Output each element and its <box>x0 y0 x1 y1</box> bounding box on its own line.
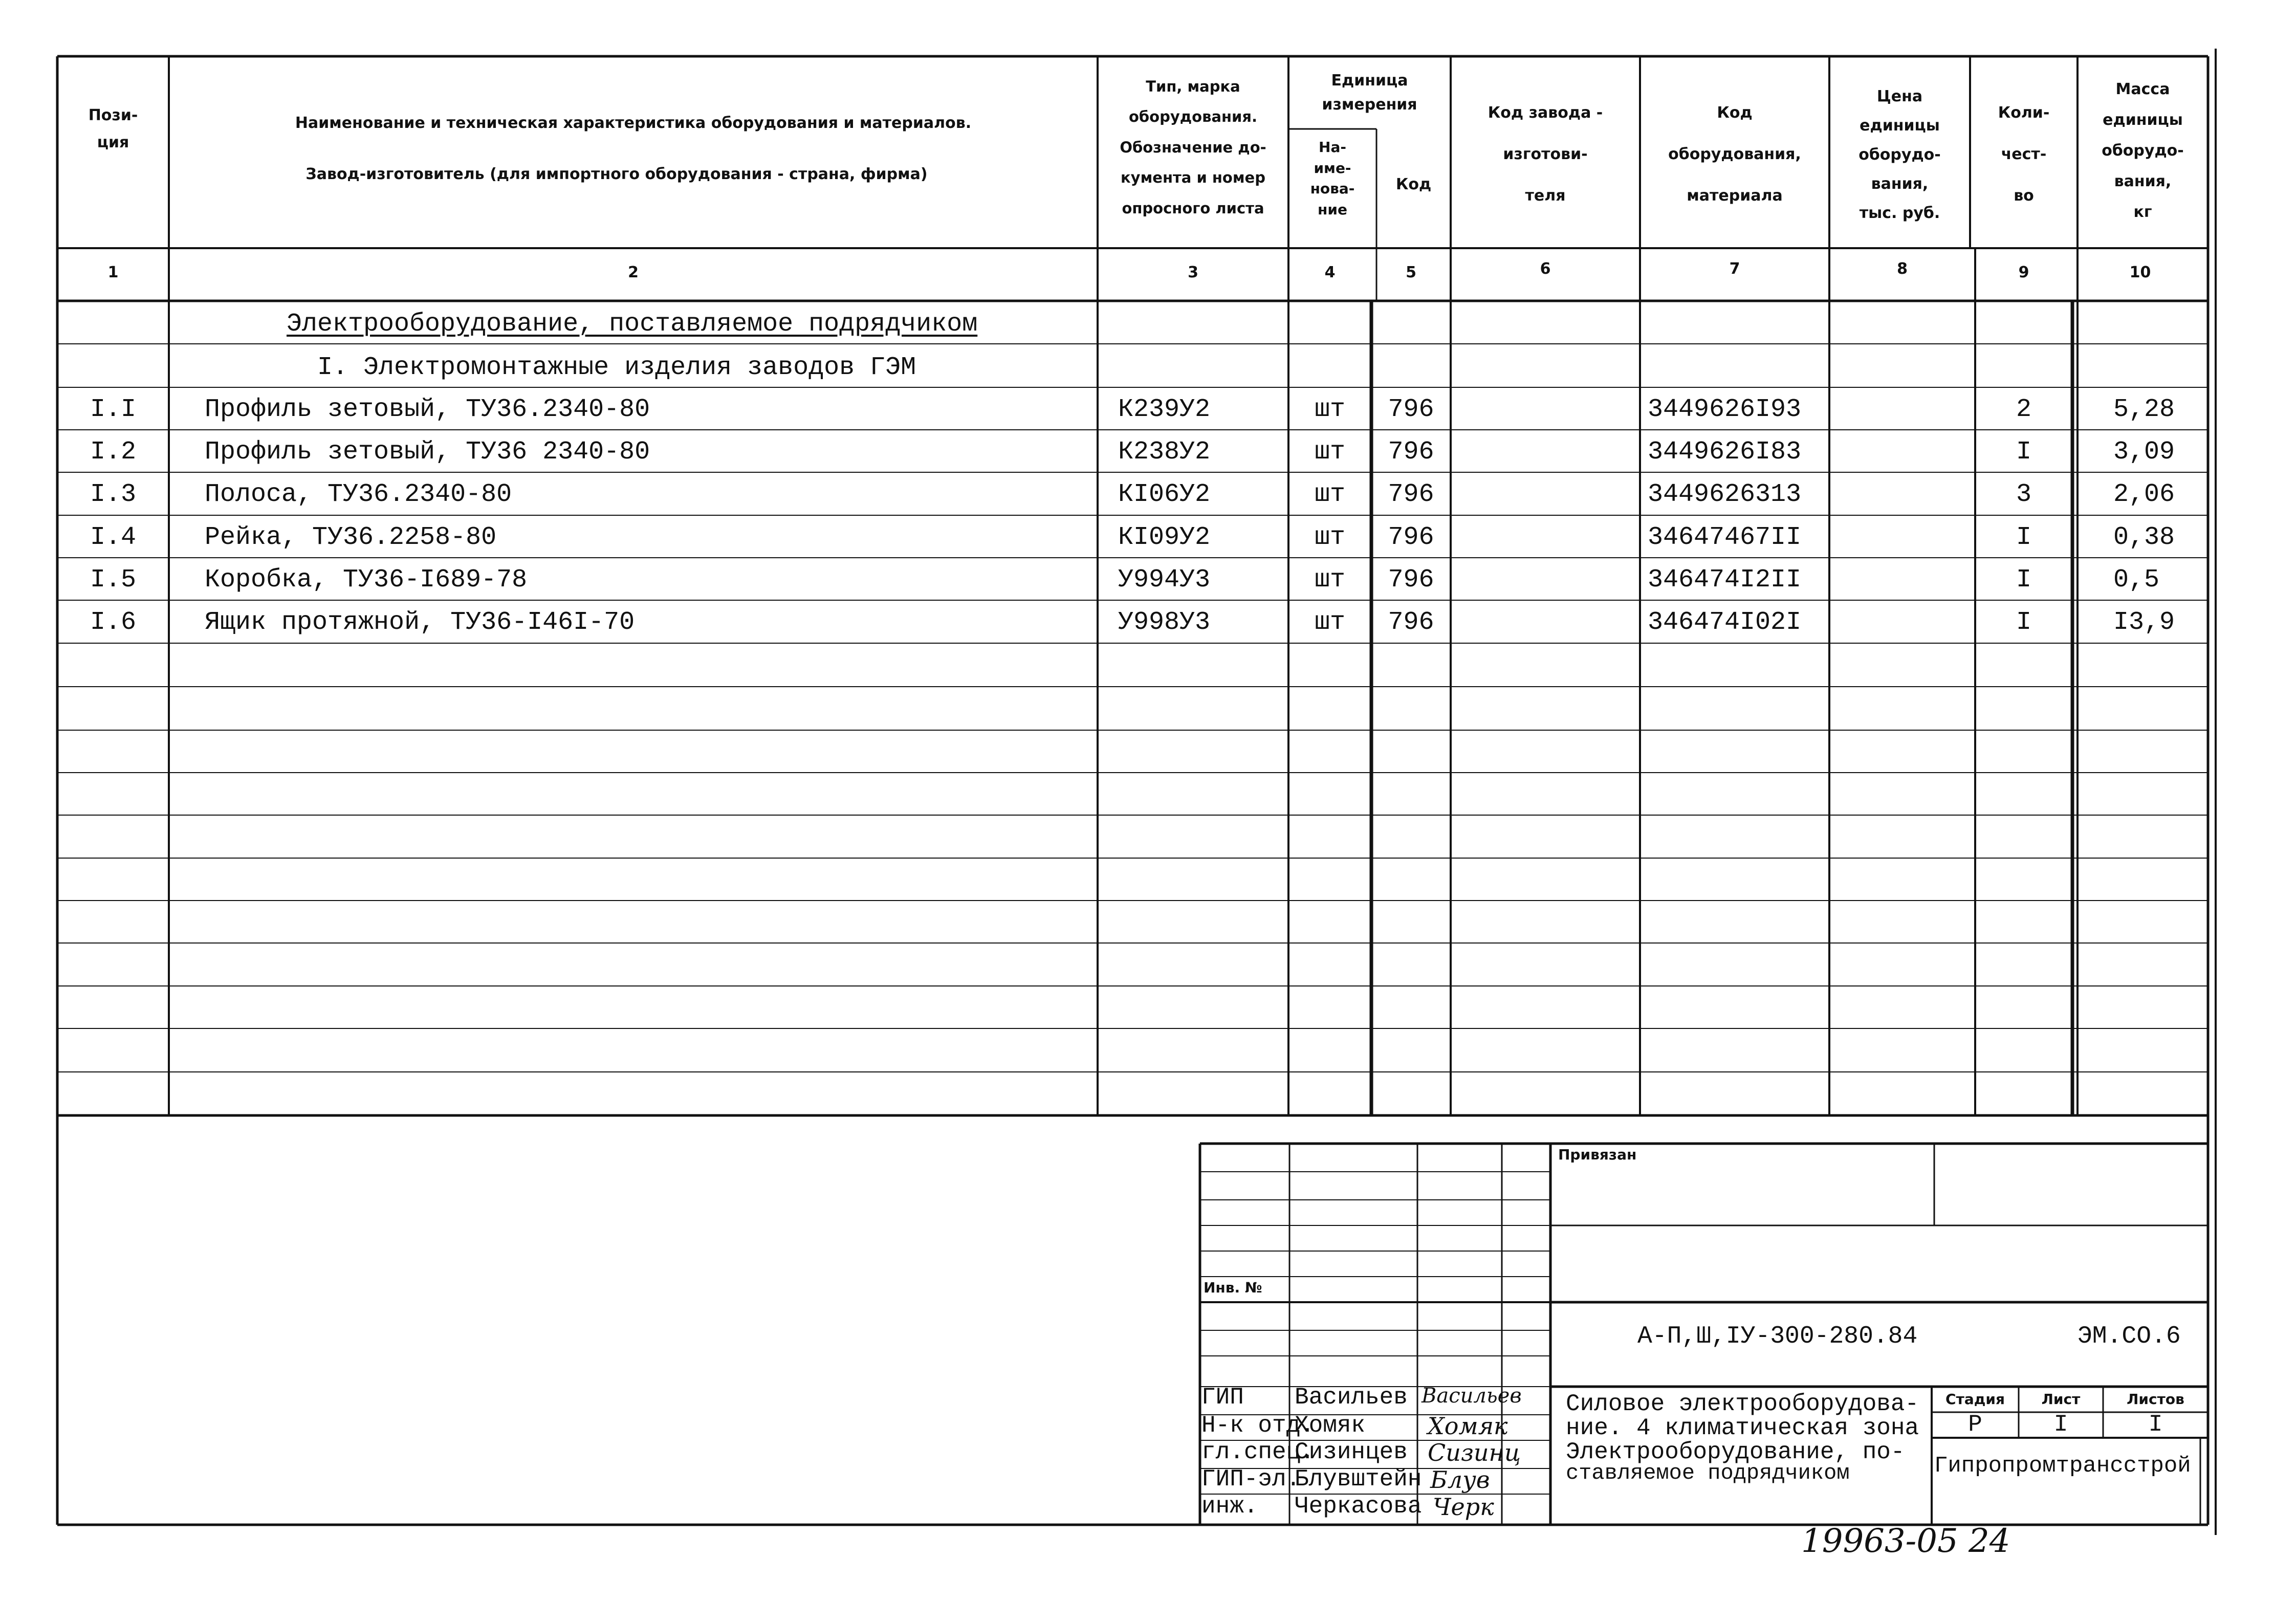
row-position: I.5 <box>90 565 136 595</box>
stage-value: Р <box>1968 1411 1982 1438</box>
role-head-dept: Н-к отд. <box>1201 1412 1315 1439</box>
header-manufacturer-code: Код завода - изготови- теля <box>1488 104 1603 205</box>
header-mass: Масса единицы оборудо- вания, кг <box>2102 80 2184 221</box>
row-equipment-code: 3449626313 <box>1648 480 1802 509</box>
row-type: К239У2 <box>1118 395 1211 424</box>
row-equipment-code: 3449626I83 <box>1648 437 1802 467</box>
archive-number: 19963-05 24 <box>1801 1522 2010 1560</box>
row-unit-code: 796 <box>1388 437 1434 467</box>
row-type: К238У2 <box>1118 437 1211 467</box>
document-code: А-П,Ш,IУ-300-280.84 <box>1637 1323 1918 1350</box>
row-position: I.4 <box>90 523 136 552</box>
sheet-value: I <box>2053 1411 2068 1438</box>
document-title-line4: ставляемое подрядчиком <box>1566 1461 1850 1485</box>
header-name-line2: Завод-изготовитель (для импортного оборудования - страна, фирма) <box>305 165 928 183</box>
column-number-6: 6 <box>1540 260 1551 278</box>
row-unit-code: 796 <box>1388 523 1434 552</box>
column-number-7: 7 <box>1729 260 1740 278</box>
sheet-label: Лист <box>2041 1391 2081 1408</box>
name-gip: Васильев <box>1295 1384 1408 1411</box>
column-number-1: 1 <box>107 264 119 281</box>
row-name: Профиль зетовый, ТУ36 2340-80 <box>205 437 650 467</box>
row-type: КI09У2 <box>1118 523 1211 552</box>
column-number-3: 3 <box>1188 264 1198 281</box>
row-type: У998У3 <box>1118 608 1211 637</box>
row-mass: 3,09 <box>2113 437 2175 467</box>
column-number-8: 8 <box>1897 260 1908 278</box>
column-number-9: 9 <box>2018 264 2029 281</box>
row-mass: 0,38 <box>2113 523 2175 552</box>
document-title-line3: Электрооборудование, по- <box>1566 1439 1905 1465</box>
row-name: Рейка, ТУ36.2258-80 <box>205 523 497 552</box>
sheet-code: ЭМ.СО.6 <box>2078 1323 2181 1350</box>
column-number-2: 2 <box>628 264 639 281</box>
row-unit: шт <box>1314 480 1345 509</box>
inventory-number-label: Инв. № <box>1204 1279 1262 1296</box>
row-unit-code: 796 <box>1388 608 1434 637</box>
header-unit-code: Код <box>1395 176 1432 193</box>
role-engineer: инж. <box>1201 1493 1258 1520</box>
signature-engineer: Черк <box>1433 1493 1494 1521</box>
role-gip: ГИП <box>1201 1384 1244 1411</box>
signature-gip-el: Блув <box>1430 1466 1490 1494</box>
column-number-10: 10 <box>2129 264 2151 281</box>
row-unit: шт <box>1314 437 1345 467</box>
header-type: Тип, марка оборудования. Обозначение до- кумента и номер опросного листа <box>1120 78 1266 217</box>
row-name: Полоса, ТУ36.2340-80 <box>205 480 512 509</box>
header-equipment-code: Код оборудования, материала <box>1668 104 1801 205</box>
signature-gip: Васильев <box>1422 1384 1522 1408</box>
organization-name: Гипропромтрансстрой <box>1934 1453 2191 1479</box>
row-unit-code: 796 <box>1388 565 1434 595</box>
privyazan-label: Привязан <box>1558 1146 1637 1163</box>
row-unit-code: 796 <box>1388 395 1434 424</box>
row-mass: 5,28 <box>2113 395 2175 424</box>
row-type: У994У3 <box>1118 565 1211 595</box>
role-gip-el: ГИП-эл. <box>1201 1466 1301 1493</box>
document-title-line2: ние. 4 климатическая зона <box>1566 1415 1919 1441</box>
row-unit: шт <box>1314 608 1345 637</box>
section-title: Электрооборудование, поставляемое подрядчиком <box>287 310 978 339</box>
signature-head-dept: Хомяк <box>1428 1412 1508 1440</box>
row-name: Ящик протяжной, ТУ36-I46I-70 <box>205 608 635 637</box>
row-quantity: 2 <box>2016 395 2031 424</box>
row-equipment-code: 346474I02I <box>1648 608 1802 637</box>
row-equipment-code: 346474I2II <box>1648 565 1802 595</box>
document-title-line1: Силовое электрооборудова- <box>1566 1391 1919 1417</box>
header-name-line1: Наименование и техническая характеристика оборудования и материалов. <box>295 114 972 132</box>
header-position: Пози- ция <box>88 106 138 151</box>
signature-chief-specialist: Сизинц <box>1428 1439 1521 1466</box>
row-equipment-code: 3449626I93 <box>1648 395 1802 424</box>
row-quantity: I <box>2016 608 2031 637</box>
row-quantity: I <box>2016 523 2031 552</box>
row-mass: 0,5 <box>2113 565 2160 595</box>
name-engineer: Черкасова <box>1295 1493 1422 1520</box>
row-position: I.6 <box>90 608 136 637</box>
row-position: I.I <box>90 395 136 424</box>
row-unit: шт <box>1314 523 1345 552</box>
row-name: Коробка, ТУ36-I689-78 <box>205 565 528 595</box>
header-unit-name: На- име- нова- ние <box>1310 139 1355 218</box>
row-position: I.2 <box>90 437 136 467</box>
name-gip-el: Блувштейн <box>1295 1466 1422 1493</box>
row-type: КI06У2 <box>1118 480 1211 509</box>
row-mass: 2,06 <box>2113 480 2175 509</box>
row-quantity: 3 <box>2016 480 2031 509</box>
row-mass: I3,9 <box>2113 608 2175 637</box>
sheets-label: Листов <box>2127 1391 2184 1408</box>
header-unit-group: Единица измерения <box>1322 72 1417 114</box>
name-chief-specialist: Сизинцев <box>1295 1439 1408 1465</box>
row-quantity: I <box>2016 565 2031 595</box>
role-chief-specialist: гл.спец. <box>1201 1439 1315 1465</box>
row-quantity: I <box>2016 437 2031 467</box>
column-number-5: 5 <box>1406 264 1416 281</box>
row-unit: шт <box>1314 395 1345 424</box>
row-unit: шт <box>1314 565 1345 595</box>
row-equipment-code: 34647467II <box>1648 523 1802 552</box>
sheets-value: I <box>2148 1411 2163 1438</box>
subsection-title: I. Электромонтажные изделия заводов ГЭМ <box>317 353 916 382</box>
header-price: Цена единицы оборудо- вания, тыс. руб. <box>1858 87 1941 222</box>
row-unit-code: 796 <box>1388 480 1434 509</box>
row-position: I.3 <box>90 480 136 509</box>
row-name: Профиль зетовый, ТУ36.2340-80 <box>205 395 650 424</box>
column-number-4: 4 <box>1324 264 1336 281</box>
stage-label: Стадия <box>1945 1391 2005 1408</box>
header-quantity: Коли- чест- во <box>1998 104 2050 205</box>
name-head-dept: Хомяк <box>1295 1412 1366 1439</box>
